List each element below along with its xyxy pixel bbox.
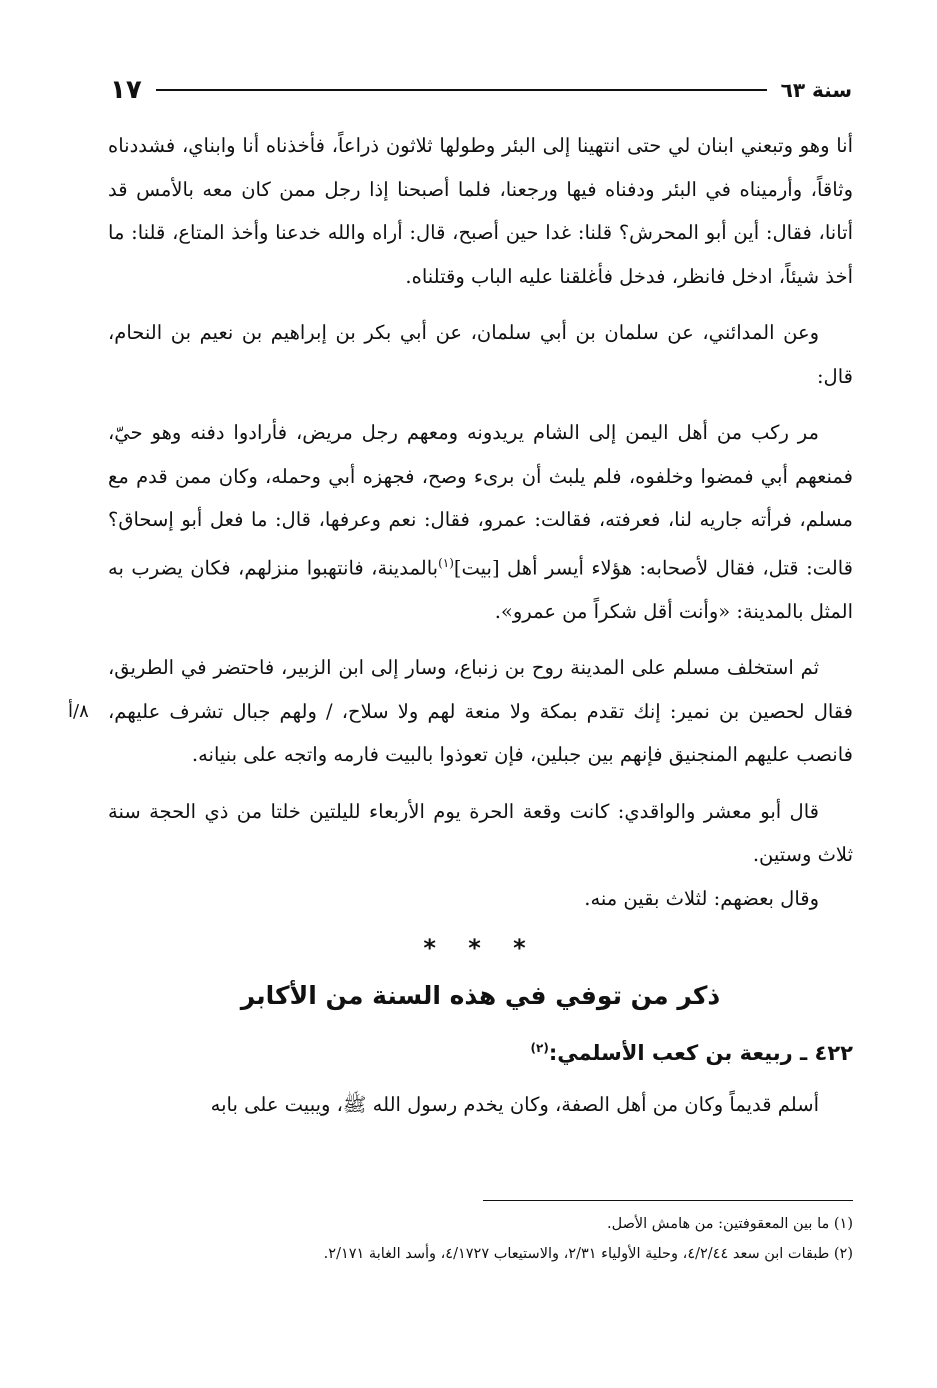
paragraph-6-text: وقال بعضهم: لثلاث بقين منه. <box>584 886 819 910</box>
footnote-2: (٢) طبقات ابن سعد ٤/٢/٤٤، وحلية الأولياء ٢/٣١، والاستيعاب ٤/١٧٢٧، وأسد الغابة ٢/١٧١. <box>323 1246 853 1262</box>
margin-note: ٨/أ <box>68 701 89 722</box>
section-separator: * * * <box>423 934 538 962</box>
footnote-rule <box>483 1200 853 1201</box>
paragraph-3-text-a: مر ركب من أهل اليمن إلى الشام يريدونه ومعهم رجل مريض، فأرادوا دفنه وهو حيّ، فمنعهم أبي فمضوا وخلفوه، فلم يلبث أن برىء وصح، فجهزه أبي وحمله، وكان ممن قدم مع مسلم، فرأته جاريه لنا، فعرفته، فقالت: عمرو، فقال: نعم وعرفها، قال: ما فعل أبو إسحاق؟ قالت: قتل، فقال لأصحابه: هؤلاء أيسر أهل [بيت] <box>108 421 853 579</box>
paragraph-4 <box>68 646 853 777</box>
paragraph-2 <box>108 311 853 398</box>
paragraph-3-text-b: بالمدينة، فانتهبوا منزلهم، فكان يضرب به المثل بالمدينة: «وأنت أقل شكراً من عمرو». <box>108 556 853 623</box>
entry-title-text: ٤٢٢ ـ ربيعة بن كعب الأسلمي: <box>548 1041 853 1065</box>
paragraph-4-text: ثم استخلف مسلم على المدينة روح بن زنباع، وسار إلى ابن الزبير، فاحتضر في الطريق، فقال لحصين بن نمير: إنك تقدم بمكة ولا منعة لهم ولا سلاح، / ولهم جبال تشرف عليهم، فانصب عليهم المنجنيق فإنهم بين جبلين، فإن تعوذوا بالبيت فارمه واتجه على بنيانه. <box>108 656 853 766</box>
entry-text <box>108 1083 853 1127</box>
paragraph-1: أنا وهو وتبعني ابنان لي حتى انتهينا إلى البئر وطولها ثلاثون ذراعاً، فأخذناه أنا وابناي، فشددناه وثاقاً، وأرميناه في البئر ودفناه فيها ورجعنا، فلما أصبحنا إذا رجل ممن كان معه بالأمس قد أتانا، فقال: أين أبو المحرش؟ قلنا: غدا حين أصبح، قال: أراه والله خدعنا وأخذ المتاع، قلنا: ما أخذ شيئاً، ادخل فانظر، فدخل فأغلقنا عليه الباب وقتلناه. <box>108 134 853 288</box>
running-header <box>110 70 852 110</box>
entry-title <box>108 1026 853 1075</box>
paragraph-6 <box>108 877 853 921</box>
main-text <box>68 124 853 1140</box>
footnote-ref-1[interactable]: (١) <box>438 555 454 570</box>
footnotes <box>108 1200 853 1269</box>
section-title: ذكر من توفي في هذه السنة من الأكابر <box>240 981 721 1010</box>
paragraph-2-text: وعن المدائني، عن سلمان بن أبي سلمان، عن أبي بكر بن إبراهيم بن نعيم بن النحام، قال: <box>108 321 853 388</box>
header-year: سنة ٦٣ <box>780 78 852 102</box>
page-number: ١٧ <box>110 75 142 105</box>
entry-text-body: أسلم قديماً وكان من أهل الصفة، وكان يخدم رسول الله ﷺ، ويبيت على بابه <box>210 1093 819 1116</box>
paragraph-5 <box>108 790 853 877</box>
footnote-ref-2[interactable]: (٢) <box>530 1041 549 1055</box>
header-rule <box>156 89 767 91</box>
footnote-1: (١) ما بين المعقوفتين: من هامش الأصل. <box>607 1216 853 1232</box>
paragraph-3 <box>108 411 853 633</box>
paragraph-5-text: قال أبو معشر والواقدي: كانت وقعة الحرة يوم الأربعاء لليلتين خلتا من ذي الحجة سنة ثلاث وستين. <box>108 799 853 866</box>
